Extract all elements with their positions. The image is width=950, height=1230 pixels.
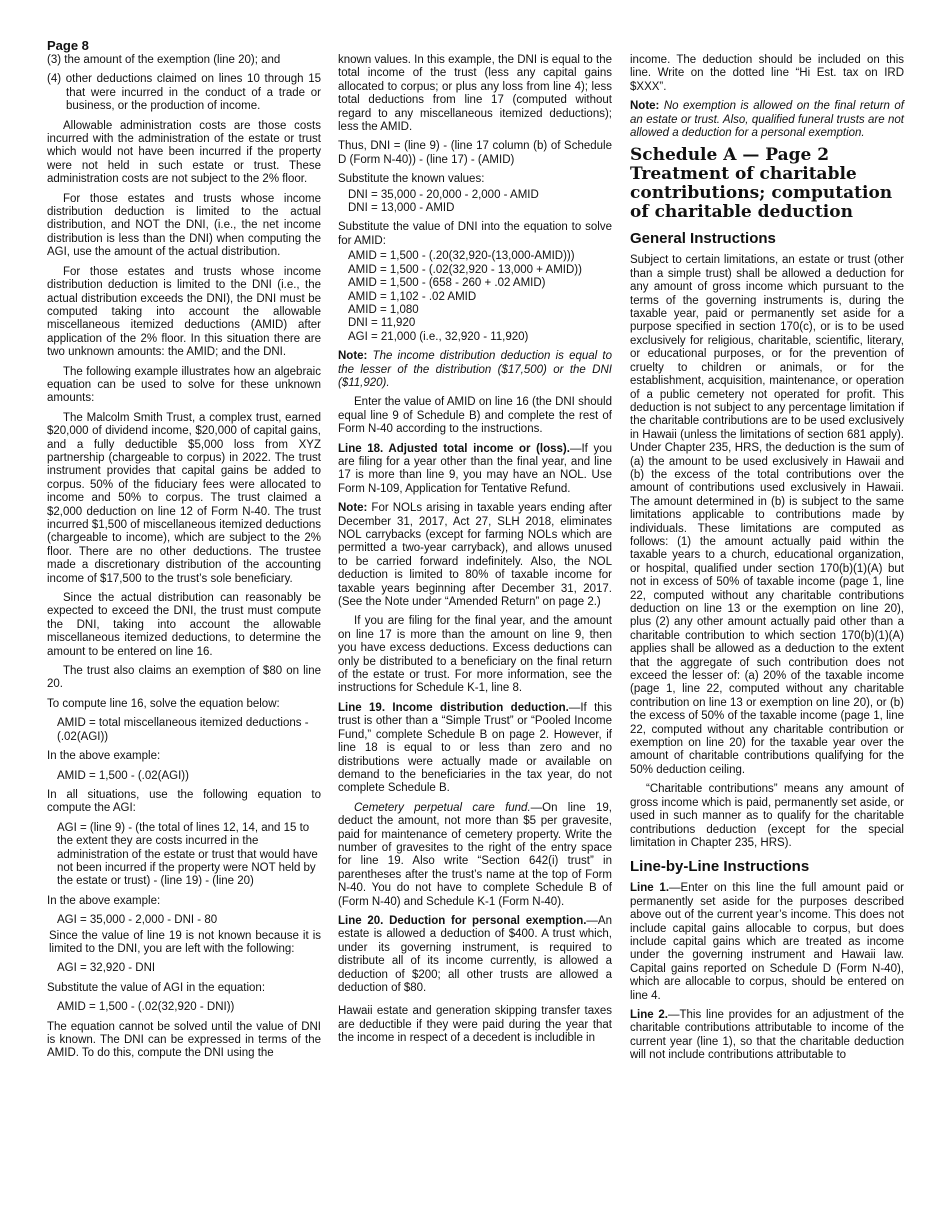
column-1 (47, 54, 321, 1067)
equation: AMID = 1,500 - (.02(32,920 - DNI)) (57, 1001, 235, 1014)
line-1-heading: Line 1. (630, 882, 670, 895)
paragraph: The equation cannot be solved until the value of DNI is known. The DNI can be expressed in terms of the AMID. To do this, compute the DNI using the (47, 1020, 321, 1060)
note-label: Note: (338, 502, 368, 515)
paragraph: Subject to certain limitations, an estate or trust (other than a simple trust) shall be allowed a deduction for any amount of gross income which pursuant to the terms of the governing instruments is, during the taxable year, paid or permanently set aside for a purpose specified in section 170(c), or is to be used exclusively for religious, charitable, scientific, literary, or educational purposes, or for the prevention of cruelty to children or animals, or for the establishment, acquisition, maintenance, or operation of a public cemetery not operated for profit. This deduction is not subject to any percentage limitation if the charitable contributions are to be used exclusively in Hawaii (unless the limitations of section 681 apply). Under Chapter 235, HRS, the deduction is the sum of (a) the amount to be used exclusively in Hawaii and (b) the excess of the total contributions over the amount of contributions used exclusively in Hawaii. The amount determined in (b) is subject to the same limitations applicable to contributions made by individuals. These limitations are computed as follows: (1) the amount actually paid within the taxable years to a church, educational organization, or hospital, qualified under section 170(b)(1)(A) but not in excess of 50% of taxable income (page 1, line 22, computed without any charitable contributions deduction on line 13 or the exemption on line 20), plus (2) any other amount actually paid other than a charitable contribution to which section 170(b)(1)(A) applies shall be allowed as a deduction to the extent that the aggregate of such contribution does not exceed the lesser of: (a) 20% of the taxable income (page 1, line 22, computed without any charitable contribution on line 13 or exemption on line 20), or (b) the excess of 50% of the taxable income (page 1, line 22, computed without any charitable contribution or exemption on line 20) for the taxable year over the amount of charitable contributions qualifying for the 50% deduction ceiling. (630, 254, 904, 776)
equation-line: AGI = 21,000 (i.e., 32,920 - 11,920) (348, 330, 529, 343)
equation-line: AMID = 1,500 - (658 - 260 + .02 AMID) (348, 277, 546, 290)
paragraph: Thus, DNI = (line 9) - (line 17 column (b) of Schedule D (Form N-40)) - (line 17) - (AMID) (338, 140, 612, 166)
paragraph: known values. In this example, the DNI is equal to the total income of the trust (less any capital gains allocated to corpus; or plus any loss from line 4); less total deductions from line 17 (computed without regard to any miscellaneous itemized deductions); less the AMID. (338, 54, 612, 134)
line-18-heading: Line 18. Adjusted total income or (loss). (338, 442, 570, 455)
paragraph: Substitute the value of AGI in the equation: (47, 981, 266, 994)
note-text: No exemption is allowed on the final return of an estate or trust. Also, qualified funeral trusts are not allowed a deduction for a personal exemption. (630, 100, 904, 140)
equation-line: AMID = 1,102 - .02 AMID (348, 290, 477, 303)
paragraph: “Charitable contributions” means any amount of gross income which is paid, permanently set aside, or used in such manner as to qualify for the charitable contributions deduction (except for the special limitation in Chapter 235, HRS). (630, 783, 904, 849)
line-2-heading: Line 2. (630, 1008, 668, 1021)
equation: AMID = total miscellaneous itemized deductions - (.02(AGI)) (57, 717, 309, 743)
paragraph: In the above example: (47, 750, 161, 763)
paragraph: Allowable administration costs are those costs incurred with the administration of the estate or trust which would not have been incurred if the property were not held in such estate or trust. These administration costs are not subject to the 2% floor. (47, 119, 321, 186)
equation-line: AMID = 1,080 (348, 303, 419, 316)
equation-line: DNI = 35,000 - 20,000 - 2,000 - AMID (348, 188, 539, 201)
line-18-instruction (338, 443, 612, 497)
line-19-instruction (338, 702, 612, 796)
paragraph: In the above example: (47, 894, 161, 907)
note (338, 502, 612, 609)
note (338, 350, 612, 390)
line-20-text: —An estate is allowed a deduction of $400. A trust which, under its governing instrument, is required to distribute all of its income currently, is allowed a deduction of $200; all other trusts are allowed a deduction of $80. (338, 914, 612, 994)
equation-line: DNI = 11,920 (348, 317, 416, 330)
line-by-line-heading: Line-by-Line Instructions (630, 858, 810, 876)
equation: AGI = 35,000 - 2,000 - DNI - 80 (57, 914, 218, 927)
equation-line: AMID = 1,500 - (.02(32,920 - 13,000 + AMID)) (348, 263, 582, 276)
paragraph: In all situations, use the following equation to compute the AGI: (47, 788, 321, 815)
line-1-instruction (630, 882, 904, 1003)
note-label: Note: (338, 350, 368, 363)
paragraph: Since the actual distribution can reasonably be expected to exceed the DNI, the trust must compute the DNI, taking into account the allowable miscellaneous itemized deductions, to determine the amount to be entered on line 16. (47, 592, 321, 658)
column-2 (338, 54, 612, 1052)
paragraph: To compute line 16, solve the equation below: (47, 697, 280, 710)
line-20-heading: Line 20. Deduction for personal exemption. (338, 914, 587, 927)
note-label: Note: (630, 100, 660, 113)
paragraph: income. The deduction should be included on this line. Write on the dotted line “Hi Est. tax on IRD $XXX”. (630, 54, 904, 93)
line-2-instruction (630, 1009, 904, 1063)
paragraph: Substitute the value of DNI into the equation to solve for AMID: (338, 221, 612, 247)
paragraph: Since the value of line 19 is not known because it is limited to the DNI, you are left with the following: (49, 929, 321, 955)
equation-line: DNI = 13,000 - AMID (348, 202, 455, 215)
cemetery-heading: Cemetery perpetual care fund. (354, 801, 531, 814)
schedule-a-title: Schedule A — Page 2 Treatment of charitable contributions; computation of charitable deduction (630, 145, 893, 223)
equation: AGI = (line 9) - (the total of lines 12, 14, and 15 to the extent they are costs incurred in the administration of the estate or trust that would have not been incurred if the property were NOT held by the estate or trust) - (line 19) - (line 20) (57, 821, 318, 888)
paragraph: (3) the amount of the exemption (line 20); and (47, 54, 281, 66)
general-instructions-heading: General Instructions (630, 230, 776, 248)
equation-block (348, 189, 612, 216)
paragraph: Enter the value of AMID on line 16 (the DNI should equal line 9 of Schedule B) and complete the rest of Form N-40 according to the instructions. (338, 396, 612, 436)
paragraph: For those estates and trusts whose income distribution deduction is limited to the DNI (i.e., the actual distribution exceeds the DNI), the DNI must be computed taking into account the allowable miscellaneous itemized deductions (AMID) after application of the 2% floor. In this situation there are two unknown amounts: the AMID; and the DNI. (47, 265, 321, 359)
page-number: Page 8 (47, 38, 89, 53)
paragraph: For those estates and trusts whose income distribution deduction is limited to the actual distribution, and NOT the DNI, (i.e., the net income distribution is less than the DNI) when computing the AGI, use the amount of the actual distribution. (47, 192, 321, 259)
cemetery-instruction (338, 802, 612, 909)
note-text: For NOLs arising in taxable years ending after December 31, 2017, Act 27, SLH 2018, eliminates NOL carrybacks (except for farming NOLs which are permitted a two-year carryback), and allows unused to be carried forward indefinitely. Also, the NOL deduction is limited to 80% of taxable income for taxable years beginning after December 31, 2017. (See the Note under “Amended Return” on page 2.) (338, 502, 612, 609)
line-2-text: —This line provides for an adjustment of the charitable contributions attributable to income of the current year (line 1), so that the charitable deduction will not include contributions attributable to (630, 1008, 904, 1062)
paragraph: Substitute the known values: (338, 173, 485, 186)
line-19-heading: Line 19. Income distribution deduction. (338, 701, 569, 714)
note-text: The income distribution deduction is equal to the lesser of the distribution ($17,500) or the DNI ($11,920). (338, 350, 612, 389)
line-18-text: —If you are filing for a year other than the final year, and line 17 is more than line 9, you may have an NOL. Use Form N-109, Application for Tentative Refund. (338, 442, 612, 495)
paragraph: (4) other deductions claimed on lines 10 through 15 that were incurred in the conduct of a trade or business, or the production of income. (47, 73, 321, 113)
note (630, 100, 904, 140)
paragraph: The trust also claims an exemption of $80 on line 20. (47, 665, 321, 691)
column-3 (630, 54, 904, 1069)
equation-line: AMID = 1,500 - (.20(32,920-(13,000-AMID))) (348, 250, 575, 263)
line-20-instruction (338, 915, 612, 995)
equation-block (348, 250, 612, 344)
paragraph: Hawaii estate and generation skipping transfer taxes are deductible if they were paid during the year that the income in respect of a decedent is includible in (338, 1005, 612, 1045)
paragraph: The Malcolm Smith Trust, a complex trust, earned $20,000 of dividend income, $20,000 of capital gains, and a fully deductible $5,000 loss from XYZ partnership (chargeable to corpus) in 2022. The trust instrument provides that capital gains be added to corpus. 50% of the fiduciary fees were allocated to income and 50% to corpus. The trust claimed a $2,000 deduction on line 12 of Form N-40. The trust incurred $1,500 of miscellaneous itemized deductions (chargeable to income), which are subject to the 2% floor. There are no other deductions. The trustee made a discretionary distribution of the accounting income of $17,500 to the trust’s sole beneficiary. (47, 411, 321, 585)
line-19-text: —If this trust is other than a “Simple Trust” or “Pooled Income Fund,” complete Schedule B on page 2. However, if line 18 is equal to or less than zero and no distributions were actually made or available on demand to the beneficiaries in the tax year, do not complete Schedule B. (338, 701, 613, 795)
paragraph: The following example illustrates how an algebraic equation can be used to solve for these unknown amounts: (47, 365, 321, 405)
line-1-text: —Enter on this line the full amount paid or permanently set aside for the purposes described above out of the current year’s income. This does not include capital gains allocable to corpus, but does include capital gains which are treated as income under the governing instrument and Hawaii law. Capital gains reported on Schedule D (Form N-40), which are allocable to corpus, should be entered on line 4. (630, 882, 904, 1002)
cemetery-text: —On line 19, deduct the amount, not more than $5 per gravesite, paid for maintenance of cemetery property. Write the number of gravesites to the right of the entry space for line 19. Also write “Section 642(i) trust” in parentheses after the trust’s name at the top of Form N-40. You do not have to complete Schedule B of (Form N-40) and Schedule K-1 (Form N-40). (338, 801, 612, 908)
equation: AMID = 1,500 - (.02(AGI)) (57, 769, 189, 782)
paragraph: If you are filing for the final year, and the amount on line 17 is more than the amount on line 9, then you have excess deductions. Excess deductions can only be distributed to a beneficiary on the final return of the estate or trust. For more information, see the instructions for Schedule K-1, line 8. (338, 615, 612, 695)
equation: AGI = 32,920 - DNI (57, 962, 156, 975)
